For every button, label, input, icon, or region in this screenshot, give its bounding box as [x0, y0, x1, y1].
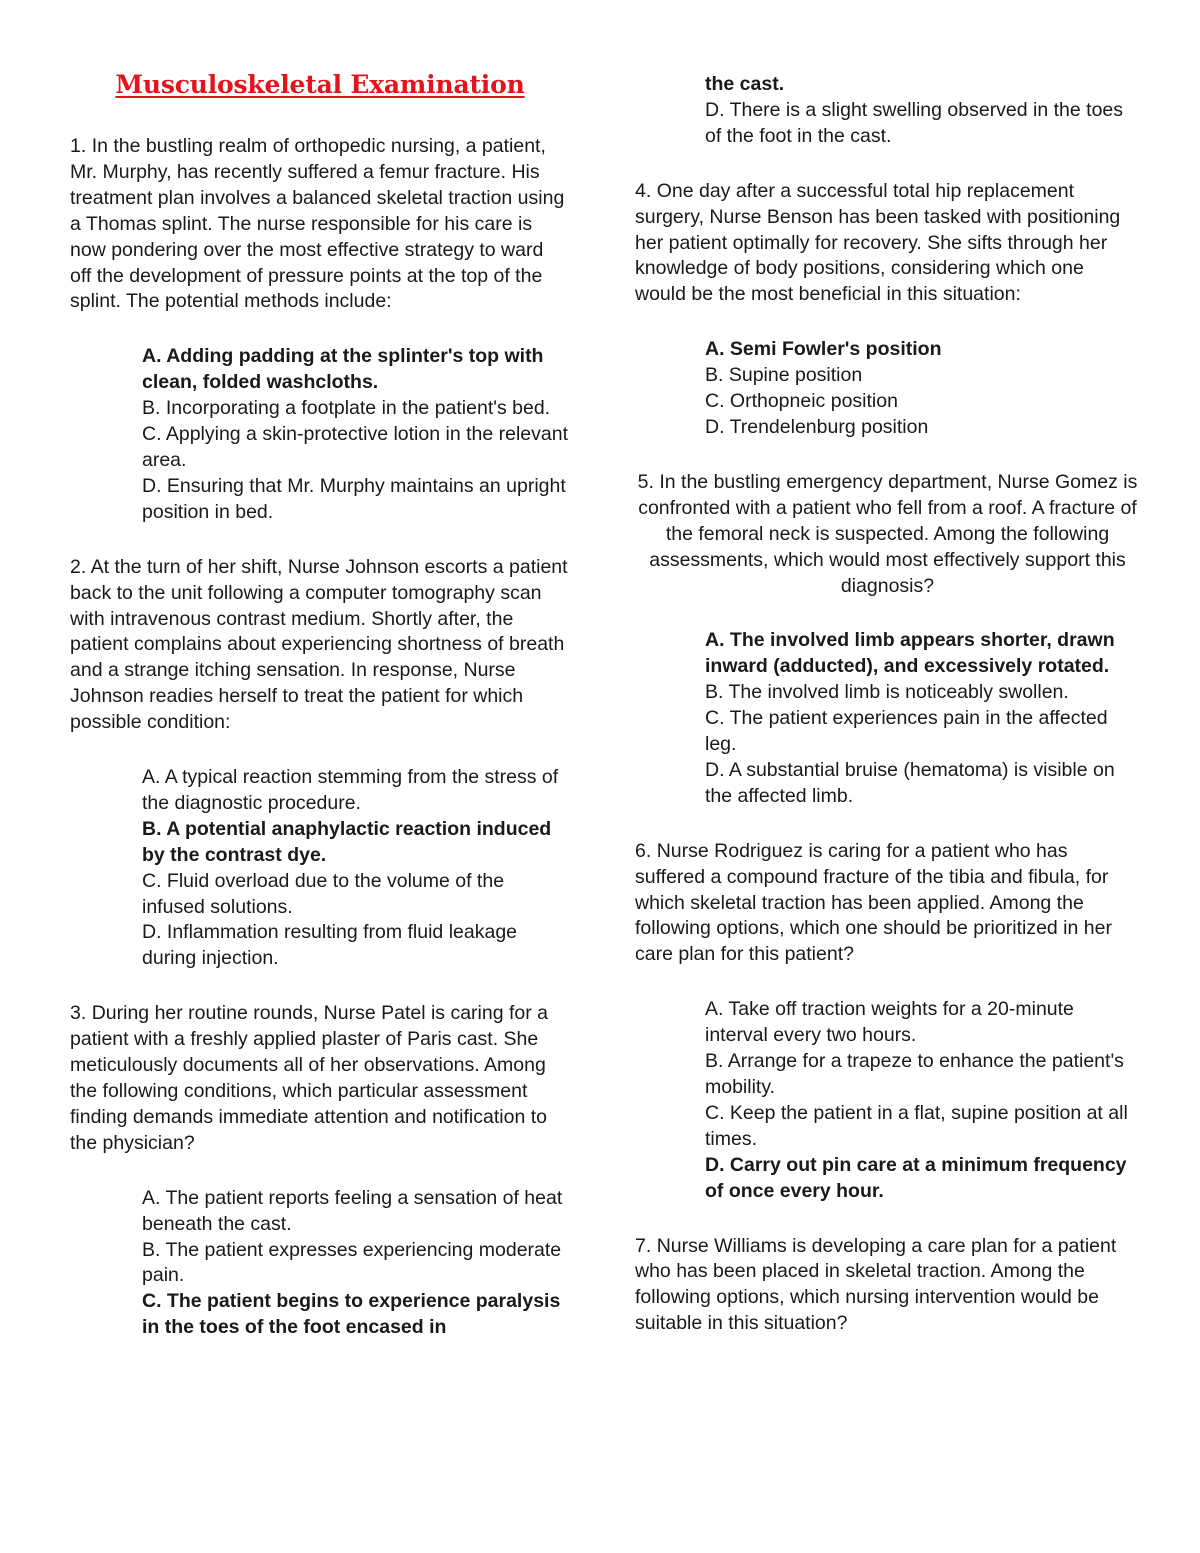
answer-option: C. Fluid overload due to the volume of the infused solutions.	[142, 869, 505, 918]
question-stem: 2. At the turn of her shift, Nurse Johnson escorts a patient back to the unit following a computer tomography scan with intravenous contrast medium. Shortly after, the patient complains about experiencing shortness of breath and a strange itching sensation. In response, Nurse Johnson readies herself to treat the patient for which possible condition:	[70, 555, 568, 734]
answer-option: B. The involved limb is noticeably swollen.	[705, 681, 1069, 704]
question-3	[70, 1001, 570, 1341]
question-text: At the turn of her shift, Nurse Johnson escorts a patient back to the unit following a computer tomography scan with intravenous contrast medium. Shortly after, the patient complains about experiencing shortness of breath and a strange itching sensation. In response, Nurse Johnson readies herself to treat the patient for which possible condition:	[70, 555, 568, 734]
answer-option-correct: C. The patient begins to experience paralysis in the toes of the foot encased in	[142, 1290, 561, 1339]
answer-option-correct: A. Adding padding at the splinter's top with clean, folded washcloths.	[142, 345, 544, 394]
question-stem: 7. Nurse Williams is developing a care plan for a patient who has been placed in skeletal traction. Among the following options, which nursing intervention would be suitable in this situation?	[635, 1234, 1117, 1335]
answer-option: B. Supine position	[705, 364, 863, 387]
answer-option: A. Take off traction weights for a 20-minute interval every two hours.	[705, 998, 1074, 1047]
question-5	[635, 470, 1140, 810]
question-text: In the bustling emergency department, Nurse Gomez is confronted with a patient who fell from a roof. A fracture of the femoral neck is suspected. Among the following assessments, which would most effectively support this diagnosis?	[638, 470, 1138, 597]
question-stem: 5. In the bustling emergency department, Nurse Gomez is confronted with a patient who fell from a roof. A fracture of the femoral neck is suspected. Among the following assessments, which would most effectively support this diagnosis?	[637, 470, 1138, 597]
answer-option: D. Trendelenburg position	[705, 415, 929, 438]
answer-options	[705, 997, 1140, 1204]
question-number: 7	[635, 1234, 646, 1257]
question-text: One day after a successful total hip replacement surgery, Nurse Benson has been tasked with positioning her patient optimally for recovery. She sifts through her knowledge of body positions, considering which one would be the most beneficial in this situation:	[635, 179, 1121, 306]
answer-option: C. Applying a skin-protective lotion in the relevant area.	[142, 423, 568, 471]
answer-option: C. Keep the patient in a flat, supine position at all times.	[705, 1101, 1128, 1150]
answer-options	[142, 1186, 570, 1341]
question-number: 2	[70, 555, 81, 578]
question-number: 3	[70, 1002, 81, 1025]
right-column	[635, 72, 1140, 1366]
question-number: 4	[635, 179, 646, 202]
answer-options	[705, 337, 1140, 441]
answer-options	[705, 628, 1140, 809]
answer-option: A. A typical reaction stemming from the stress of the diagnostic procedure.	[142, 766, 559, 814]
answer-option: B. Incorporating a footplate in the patient's bed.	[142, 397, 551, 420]
answer-options	[142, 344, 570, 525]
answer-option-correct: D. Carry out pin care at a minimum frequency of once every hour.	[705, 1153, 1127, 1202]
question-number: 5	[637, 470, 649, 493]
question-6	[635, 839, 1140, 1205]
answer-option-correct: A. Semi Fowler's position	[705, 338, 942, 361]
question-2	[70, 555, 570, 973]
answer-options	[142, 765, 570, 972]
question-4	[635, 179, 1140, 441]
answer-option-correct: A. The involved limb appears shorter, drawn inward (adducted), and excessively rotated.	[705, 629, 1115, 678]
answer-option: B. Arrange for a trapeze to enhance the patient's mobility.	[705, 1050, 1124, 1098]
question-1	[70, 134, 570, 526]
answer-option: C. The patient experiences pain in the affected leg.	[705, 707, 1108, 756]
answer-option: D. There is a slight swelling observed in the toes of the foot in the cast.	[705, 98, 1124, 147]
question-number: 6	[635, 839, 646, 862]
question-stem: 6. Nurse Rodriguez is caring for a patient who has suffered a compound fracture of the tibia and fibula, for which skeletal traction has been applied. Among the following options, which one should be prioritized in her care plan for this patient?	[635, 839, 1112, 966]
answer-option-correct: B. A potential anaphylactic reaction induced by the contrast dye.	[142, 817, 552, 866]
document-title: Musculoskeletal Examination	[115, 70, 525, 99]
question-text: During her routine rounds, Nurse Patel is caring for a patient with a freshly applied plaster of Paris cast. She meticulously documents all of her observations. Among the following conditions, which particular assessment finding demands immediate attention and notification to the physician?	[70, 1002, 549, 1154]
answer-option: C. Orthopneic position	[705, 390, 898, 413]
question-text: Nurse Williams is developing a care plan for a patient who has been placed in skeletal traction. Among the following options, which nursing intervention would be suitable in this situation?	[635, 1234, 1117, 1335]
answer-option-correct-continued: the cast.	[705, 73, 785, 95]
answer-option: D. Inflammation resulting from fluid leakage during injection.	[142, 921, 518, 970]
left-column	[70, 134, 570, 1370]
question-stem: 1. In the bustling realm of orthopedic nursing, a patient, Mr. Murphy, has recently suffered a femur fracture. His treatment plan involves a balanced skeletal traction using a Thomas splint. The nurse responsible for his care is now pondering over the most effective strategy to ward off the development of pressure points at the top of the splint. The potential methods include:	[70, 135, 565, 313]
question-text: In the bustling realm of orthopedic nursing, a patient, Mr. Murphy, has recently suffered a femur fracture. His treatment plan involves a balanced skeletal traction using a Thomas splint. The nurse responsible for his care is now pondering over the most effective strategy to ward off the development of pressure points at the top of the splint. The potential methods include:	[70, 135, 565, 313]
question-text: Nurse Rodriguez is caring for a patient who has suffered a compound fracture of the tibia and fibula, for which skeletal traction has been applied. Among the following options, which one should be prioritized in her care plan for this patient?	[635, 839, 1112, 966]
question-7	[635, 1234, 1140, 1338]
answer-option: D. Ensuring that Mr. Murphy maintains an upright position in bed.	[142, 474, 566, 523]
answer-option: B. The patient expresses experiencing moderate pain.	[142, 1238, 562, 1287]
answer-option: A. The patient reports feeling a sensation of heat beneath the cast.	[142, 1186, 563, 1235]
question-number: 1	[70, 135, 81, 157]
answer-option: D. A substantial bruise (hematoma) is visible on the affected limb.	[705, 758, 1115, 807]
question-stem: 4. One day after a successful total hip replacement surgery, Nurse Benson has been tasked with positioning her patient optimally for recovery. She sifts through her knowledge of body positions, considering which one would be the most beneficial in this situation:	[635, 179, 1121, 306]
question-stem: 3. During her routine rounds, Nurse Patel is caring for a patient with a freshly applied plaster of Paris cast. She meticulously documents all of her observations. Among the following conditions, which particular assessment finding demands immediate attention and notification to the physician?	[70, 1002, 549, 1154]
